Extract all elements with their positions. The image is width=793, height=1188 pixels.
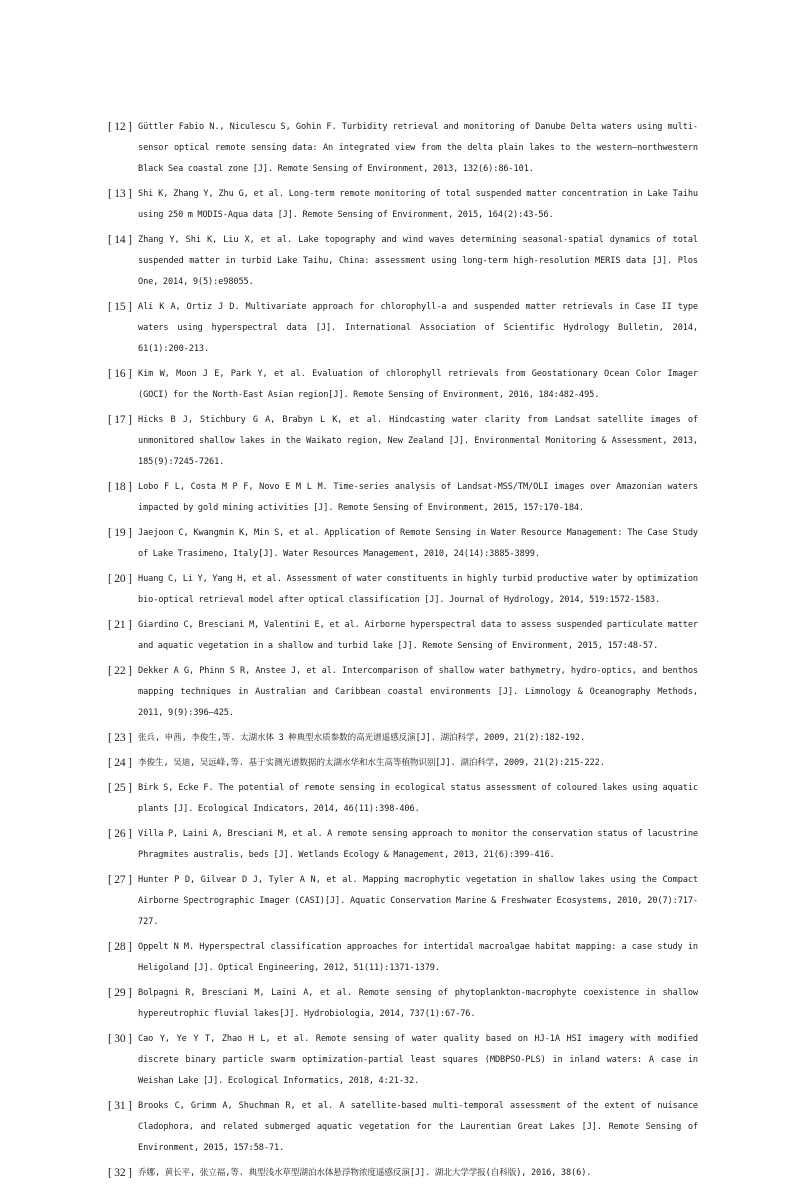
reference-item xyxy=(108,870,698,933)
reference-item xyxy=(108,230,698,293)
reference-number: [ 26 ] xyxy=(108,828,132,840)
reference-text: Shi K, Zhang Y, Zhu G, et al. Long-term remote monitoring of total suspended matter concentration in Lake Taihu using 250 m MODIS-Aqua data [J]. Remote Sensing of Environment, 2015, 164(2):43-56. xyxy=(138,189,698,220)
reference-number: [ 25 ] xyxy=(108,782,132,794)
reference-number: [ 22 ] xyxy=(108,665,132,677)
reference-text: Oppelt N M. Hyperspectral classification approaches for intertidal macroalgae habitat mapping: a case study in Heligoland [J]. Optical Engineering, 2012, 51(11):1371-1379. xyxy=(138,942,698,973)
reference-number: [ 18 ] xyxy=(108,481,132,493)
reference-text: Giardino C, Bresciani M, Valentini E, et al. Airborne hyperspectral data to assess suspended particulate matter and aquatic vegetation in a shallow and turbid lake [J]. Remote Sensing of Environment, 2015, 157:48-57. xyxy=(138,620,698,651)
reference-item xyxy=(108,778,698,820)
reference-text: Hunter P D, Gilvear D J, Tyler A N, et al. Mapping macrophytic vegetation in shallow lakes using the Compact Airborne Spectrographic Imager (CASI)[J]. Aquatic Conservation Marine & Freshwater Ecosystems, 2010, 20(7):717-727. xyxy=(138,875,698,927)
reference-text: Bolpagni R, Bresciani M, Laini A, et al. Remote sensing of phytoplankton-macrophyte coexistence in shallow hypereutrophic fluvial lakes[J]. Hydrobiologia, 2014, 737(1):67-76. xyxy=(138,988,698,1019)
reference-item xyxy=(108,184,698,226)
reference-text: Hicks B J, Stichbury G A, Brabyn L K, et al. Hindcasting water clarity from Landsat satellite images of unmonitored shallow lakes in the Waikato region, New Zealand [J]. Environmental Monitoring & Assessment, 2013, 185(9):7245-7261. xyxy=(138,415,698,467)
reference-number: [ 28 ] xyxy=(108,941,132,953)
reference-number: [ 12 ] xyxy=(108,121,132,133)
reference-text: 李俊生, 吴迪, 吴远峰,等. 基于实测光谱数据的太湖水华和水生高等植物识别[J]. 湖泊科学, 2009, 21(2):215-222. xyxy=(138,758,605,768)
reference-text: 张兵, 申茜, 李俊生,等. 太湖水体 3 种典型水质参数的高光谱遥感反演[J]. 湖泊科学, 2009, 21(2):182-192. xyxy=(138,733,586,743)
reference-number: [ 29 ] xyxy=(108,987,132,999)
reference-number: [ 16 ] xyxy=(108,368,132,380)
reference-item xyxy=(108,615,698,657)
reference-item xyxy=(108,1163,698,1184)
reference-item xyxy=(108,297,698,360)
reference-number: [ 13 ] xyxy=(108,188,132,200)
reference-item xyxy=(108,410,698,473)
reference-text: Birk S, Ecke F. The potential of remote sensing in ecological status assessment of coloured lakes using aquatic plants [J]. Ecological Indicators, 2014, 46(11):398-406. xyxy=(138,783,698,814)
reference-text: Kim W, Moon J E, Park Y, et al. Evaluation of chlorophyll retrievals from Geostationary Ocean Color Imager (GOCI) for the North-East Asian region[J]. Remote Sensing of Environment, 2016, 184:482-495. xyxy=(138,369,698,400)
reference-number: [ 23 ] xyxy=(108,732,132,744)
reference-text: 乔娜, 黄长平, 张立福,等. 典型浅水草型湖泊水体悬浮物浓度遥感反演[J]. 湖北大学学报(自科版), 2016, 38(6). xyxy=(138,1168,592,1178)
reference-text: Ali K A, Ortiz J D. Multivariate approach for chlorophyll-a and suspended matter retrievals in Case II type waters using hyperspectral data [J]. International Association of Scientific Hydrology Bulletin, 2014, 61(1):200-213. xyxy=(138,302,698,354)
reference-text: Cao Y, Ye Y T, Zhao H L, et al. Remote sensing of water quality based on HJ-1A HSI imagery with modified discrete binary particle swarm optimization-partial least squares (MDBPSO-PLS) in inland waters: A case in Weishan Lake [J]. Ecological Informatics, 2018, 4:21-32. xyxy=(138,1034,698,1086)
reference-text: Güttler Fabio N., Niculescu S, Gohin F. Turbidity retrieval and monitoring of Danube Delta waters using multi-sensor optical remote sensing data: An integrated view from the delta plain lakes to the western–northwestern Black Sea coastal zone [J]. Remote Sensing of Environment, 2013, 132(6):86-101. xyxy=(138,122,698,174)
reference-text: Zhang Y, Shi K, Liu X, et al. Lake topography and wind waves determining seasonal-spatial dynamics of total suspended matter in turbid Lake Taihu, China: assessment using long-term high-resolution MERIS data [J]. Plos One, 2014, 9(5):e98055. xyxy=(138,235,698,287)
reference-number: [ 19 ] xyxy=(108,527,132,539)
reference-item xyxy=(108,661,698,724)
reference-text: Lobo F L, Costa M P F, Novo E M L M. Time-series analysis of Landsat-MSS/TM/OLI images over Amazonian waters impacted by gold mining activities [J]. Remote Sensing of Environment, 2015, 157:170-184. xyxy=(138,482,698,513)
reference-text: Villa P, Laini A, Bresciani M, et al. A remote sensing approach to monitor the conservation status of lacustrine Phragmites australis, beds [J]. Wetlands Ecology & Management, 2013, 21(6):399-416. xyxy=(138,829,698,860)
reference-item xyxy=(108,117,698,180)
reference-text: Dekker A G, Phinn S R, Anstee J, et al. Intercomparison of shallow water bathymetry, hydro-optics, and benthos mapping techniques in Australian and Caribbean coastal environments [J]. Limnology & Oceanography Methods, 2011, 9(9):396–425. xyxy=(138,666,698,718)
reference-number: [ 27 ] xyxy=(108,874,132,886)
reference-number: [ 32 ] xyxy=(108,1167,132,1179)
reference-item xyxy=(108,1096,698,1159)
reference-text: Huang C, Li Y, Yang H, et al. Assessment of water constituents in highly turbid productive water by optimization bio-optical retrieval model after optical classification [J]. Journal of Hydrology, 2014, 519:1572-1583. xyxy=(138,574,698,605)
reference-item xyxy=(108,824,698,866)
reference-item xyxy=(108,1029,698,1092)
reference-item xyxy=(108,728,698,749)
reference-list xyxy=(108,117,698,1188)
reference-item xyxy=(108,983,698,1025)
reference-number: [ 14 ] xyxy=(108,234,132,246)
reference-number: [ 20 ] xyxy=(108,573,132,585)
reference-number: [ 17 ] xyxy=(108,414,132,426)
reference-text: Jaejoon C, Kwangmin K, Min S, et al. Application of Remote Sensing in Water Resource Management: The Case Study of Lake Trasimeno, Italy[J]. Water Resources Management, 2010, 24(14):3885-3899. xyxy=(138,528,698,559)
reference-number: [ 31 ] xyxy=(108,1100,132,1112)
reference-text: Brooks C, Grimm A, Shuchman R, et al. A satellite-based multi-temporal assessment of the extent of nuisance Cladophora, and related submerged aquatic vegetation for the Laurentian Great Lakes [J]. Remote Sensing of Environment, 2015, 157:58-71. xyxy=(138,1101,698,1153)
reference-number: [ 30 ] xyxy=(108,1033,132,1045)
reference-number: [ 24 ] xyxy=(108,757,132,769)
reference-number: [ 15 ] xyxy=(108,301,132,313)
reference-item xyxy=(108,477,698,519)
reference-item xyxy=(108,364,698,406)
reference-number: [ 21 ] xyxy=(108,619,132,631)
reference-item xyxy=(108,753,698,774)
reference-item xyxy=(108,523,698,565)
reference-item xyxy=(108,937,698,979)
reference-item xyxy=(108,569,698,611)
